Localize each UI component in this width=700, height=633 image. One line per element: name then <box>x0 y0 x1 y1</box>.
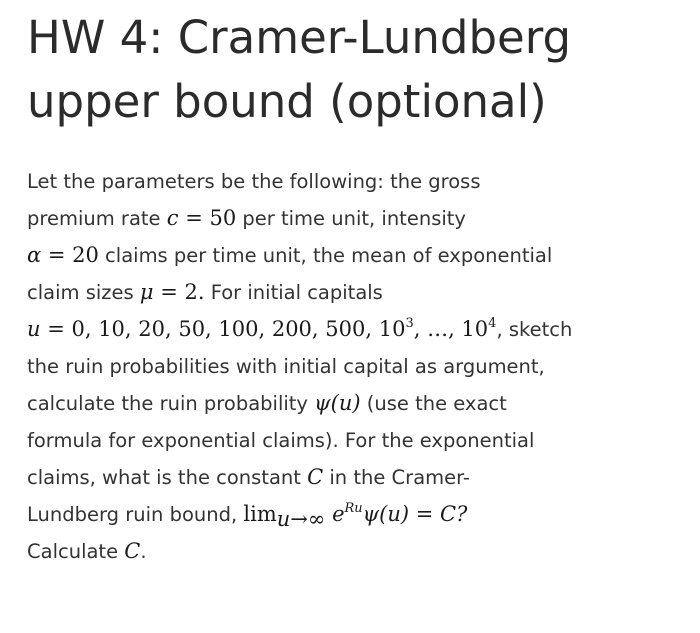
problem-text: claim sizes <box>27 281 140 304</box>
math-C: C <box>307 465 324 489</box>
math-ellipsis: , …, 10 <box>413 317 489 341</box>
problem-text: For initial capitals <box>204 281 383 304</box>
problem-line-5 <box>27 311 572 348</box>
math-eq: = 20 <box>41 243 99 267</box>
problem-line-4 <box>27 274 383 311</box>
math-eq: = 50 <box>178 206 237 230</box>
problem-text: Calculate <box>27 540 125 563</box>
problem-line-7 <box>27 385 507 422</box>
problem-text: claims, what is the constant <box>27 466 308 489</box>
math-mu: μ <box>139 280 154 304</box>
problem-text: Lundberg ruin bound, <box>27 503 244 526</box>
math-alpha: α <box>27 243 42 267</box>
problem-line-11 <box>27 533 147 570</box>
problem-text: Let the parameters be the following: the gross <box>27 170 481 193</box>
math-C: C <box>124 539 141 563</box>
math-u: u <box>27 317 41 341</box>
problem-text: formula for exponential claims). For the exponential <box>27 429 535 452</box>
problem-text: per time unit, intensity <box>236 207 466 230</box>
problem-line-3 <box>27 237 552 274</box>
math-bound-expression: ψ(u) = C? <box>362 502 468 526</box>
problem-text: in the Cramer- <box>323 466 470 489</box>
problem-text: claims per time unit, the mean of exponential <box>98 244 553 267</box>
problem-text: premium rate <box>27 207 167 230</box>
problem-text: calculate the ruin probability <box>27 392 315 415</box>
problem-line-2 <box>27 200 466 237</box>
problem-line-9 <box>27 459 470 496</box>
math-capital-list: = 0, 10, 20, 50, 100, 200, 500, 10 <box>40 317 406 341</box>
math-limit-subscript: u→∞ <box>276 506 326 531</box>
math-exponent: 4 <box>488 315 497 331</box>
problem-text: the ruin probabilities with initial capital as argument, <box>27 355 545 378</box>
problem-line-6 <box>27 348 545 385</box>
math-exponent-Ru: Ru <box>344 500 363 516</box>
title-line-1: HW 4: Cramer-Lundberg <box>27 11 572 64</box>
math-psi-u: ψ(u) <box>314 391 361 415</box>
title-line-2: upper bound (optional) <box>27 75 547 128</box>
page-title <box>27 6 687 134</box>
math-eq: = 2. <box>153 280 205 304</box>
math-e: e <box>325 502 345 526</box>
problem-line-8 <box>27 422 534 459</box>
problem-text: , sketch <box>496 318 573 341</box>
math-c: c <box>166 206 179 230</box>
problem-line-1 <box>27 163 481 200</box>
problem-text: (use the exact <box>360 392 507 415</box>
math-exponent: 3 <box>405 315 414 331</box>
problem-line-10 <box>27 496 467 533</box>
math-lim: lim <box>243 502 277 526</box>
problem-text: . <box>140 540 147 563</box>
